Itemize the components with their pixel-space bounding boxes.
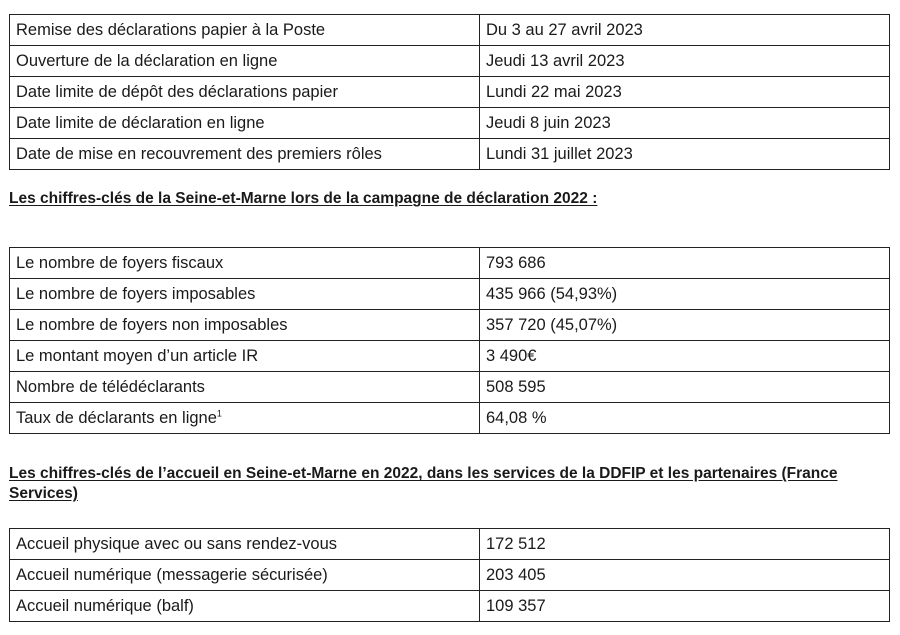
table-row	[10, 139, 890, 170]
table-cell-value: 172 512	[480, 529, 890, 560]
campaign-figures-table	[9, 247, 890, 434]
table-row	[10, 310, 890, 341]
table-cell-label: Date de mise en recouvrement des premiers rôles	[10, 139, 480, 170]
section-heading-campaign	[9, 189, 597, 209]
table-row	[10, 77, 890, 108]
table-row	[10, 15, 890, 46]
table-cell-label: Accueil numérique (messagerie sécurisée)	[10, 560, 480, 591]
section-heading-campaign-text: Les chiffres-clés de la Seine-et-Marne lors de la campagne de déclaration 2022	[9, 190, 588, 207]
section-heading-colon: :	[587, 190, 598, 207]
table-cell-label-text: Taux de déclarants en ligne	[16, 409, 217, 427]
table-row	[10, 46, 890, 77]
table-cell-value: 3 490€	[480, 341, 890, 372]
table-row	[10, 403, 890, 434]
reception-figures-table	[9, 528, 890, 622]
table-cell-value: 64,08 %	[480, 403, 890, 434]
table-cell-label: Le nombre de foyers non imposables	[10, 310, 480, 341]
table-cell-value: Du 3 au 27 avril 2023	[480, 15, 890, 46]
table-cell-label: Ouverture de la déclaration en ligne	[10, 46, 480, 77]
table-row	[10, 529, 890, 560]
table-row	[10, 248, 890, 279]
table-cell-value: Lundi 22 mai 2023	[480, 77, 890, 108]
table-row	[10, 108, 890, 139]
table-cell-label	[10, 403, 480, 434]
table-cell-value: 357 720 (45,07%)	[480, 310, 890, 341]
table-cell-value: Jeudi 8 juin 2023	[480, 108, 890, 139]
table-cell-value: Lundi 31 juillet 2023	[480, 139, 890, 170]
table-cell-value: Jeudi 13 avril 2023	[480, 46, 890, 77]
table-cell-label: Date limite de dépôt des déclarations papier	[10, 77, 480, 108]
section-heading-reception: Les chiffres-clés de l’accueil en Seine-et-Marne en 2022, dans les services de la DDFIP et les partenaires (France Services)	[9, 465, 838, 502]
table-cell-label: Nombre de télédéclarants	[10, 372, 480, 403]
table-cell-value: 508 595	[480, 372, 890, 403]
footnote-marker: 1	[216, 408, 222, 419]
table-cell-label: Accueil physique avec ou sans rendez-vous	[10, 529, 480, 560]
table-row	[10, 279, 890, 310]
table-cell-label: Date limite de déclaration en ligne	[10, 108, 480, 139]
table-row	[10, 372, 890, 403]
table-cell-label: Accueil numérique (balf)	[10, 591, 480, 622]
table-cell-value: 435 966 (54,93%)	[480, 279, 890, 310]
table-cell-label: Le montant moyen d’un article IR	[10, 341, 480, 372]
table-row	[10, 591, 890, 622]
table-cell-label: Le nombre de foyers imposables	[10, 279, 480, 310]
table-row	[10, 341, 890, 372]
table-row	[10, 560, 890, 591]
table-cell-label: Le nombre de foyers fiscaux	[10, 248, 480, 279]
table-cell-value: 793 686	[480, 248, 890, 279]
table-cell-value: 109 357	[480, 591, 890, 622]
table-cell-value: 203 405	[480, 560, 890, 591]
table-cell-label: Remise des déclarations papier à la Poste	[10, 15, 480, 46]
calendar-table	[9, 14, 890, 170]
